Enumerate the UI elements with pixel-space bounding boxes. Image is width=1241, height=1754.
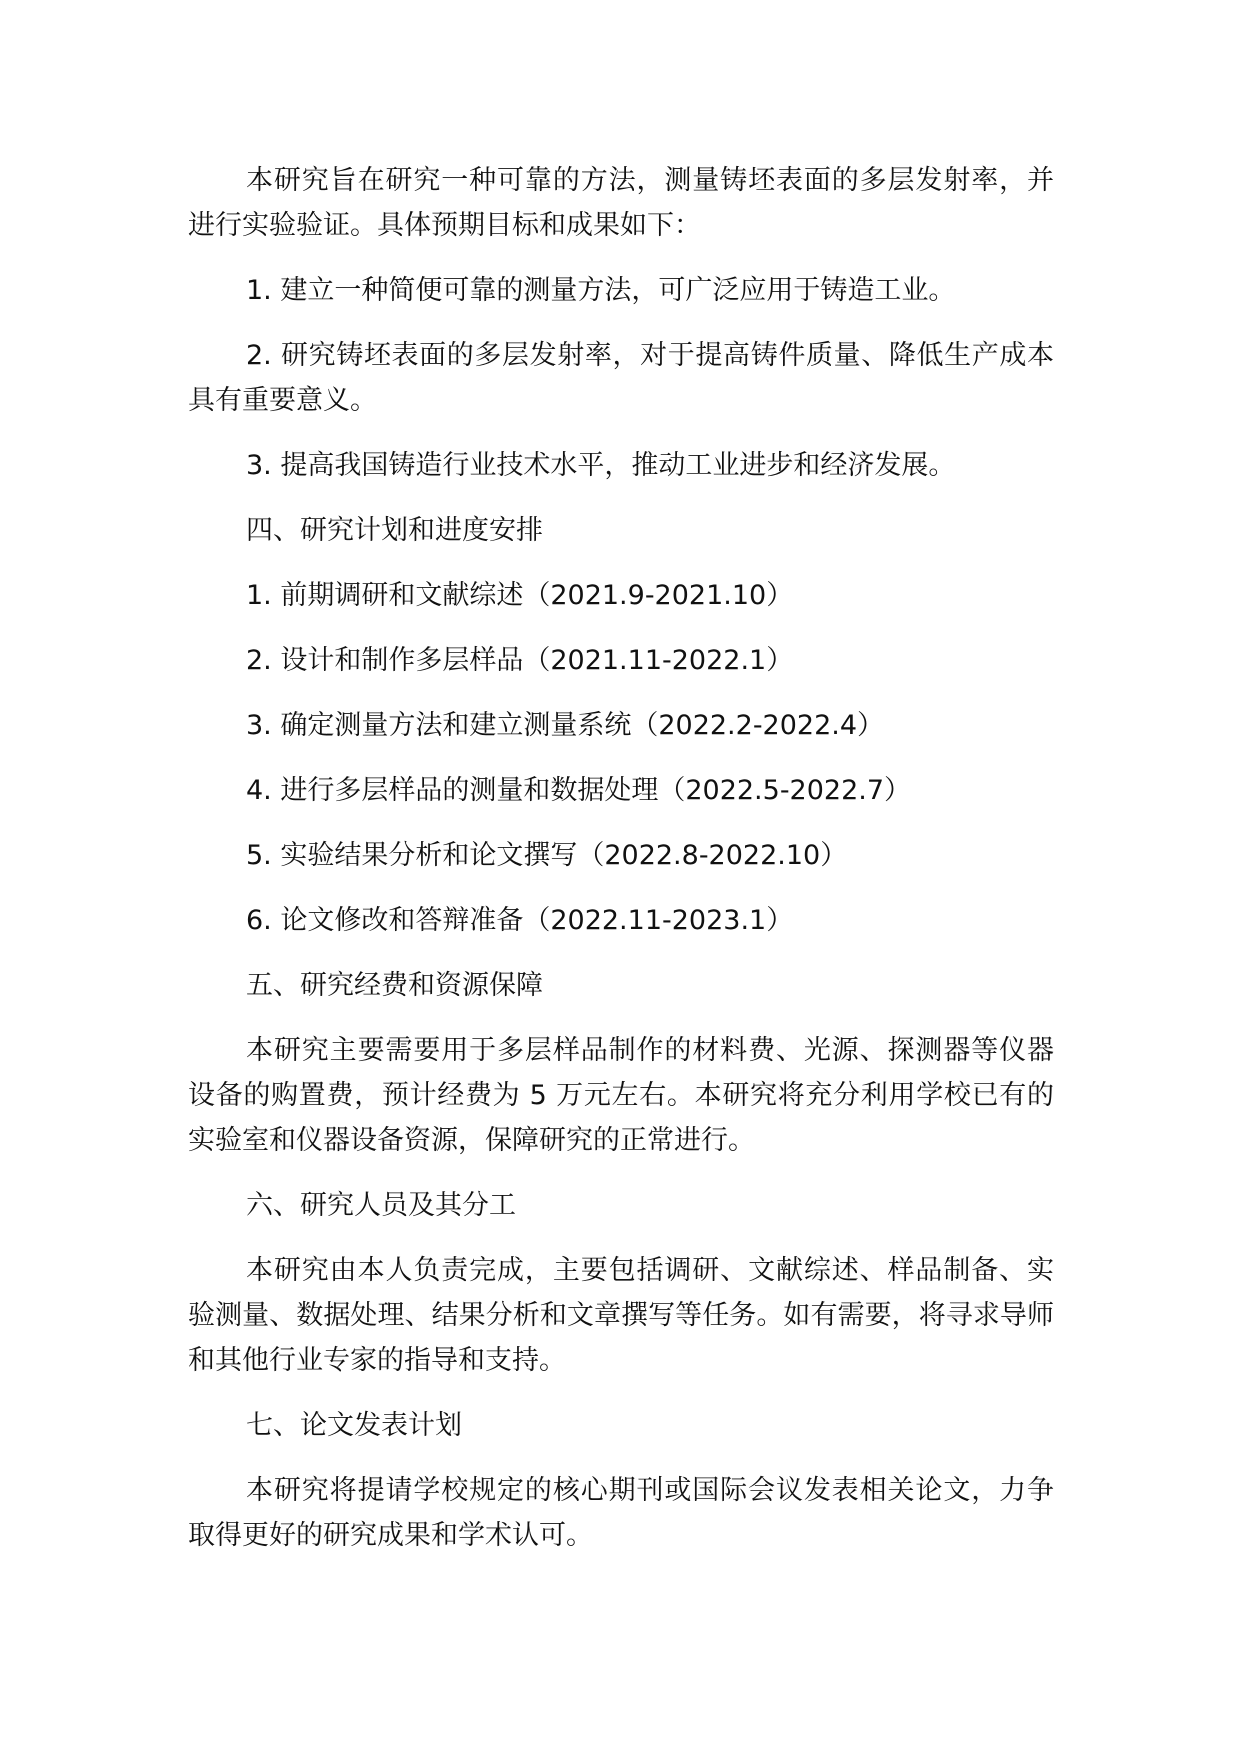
list-item-objective-1: 1. 建立一种简便可靠的测量方法，可广泛应用于铸造工业。 — [246, 275, 956, 306]
list-item-objective-2: 2. 研究铸坯表面的多层发射率，对于提高铸件质量、降低生产成本具有重要意义。 — [188, 340, 1054, 416]
list-item-schedule-3: 3. 确定测量方法和建立测量系统（2022.2-2022.4） — [246, 710, 885, 741]
list-item-objective-3: 3. 提高我国铸造行业技术水平，推动工业进步和经济发展。 — [246, 450, 956, 481]
section-heading-personnel: 六、研究人员及其分工 — [246, 1190, 516, 1221]
paragraph-personnel: 本研究由本人负责完成，主要包括调研、文献综述、样品制备、实验测量、数据处理、结果分析和文章撰写等任务。如有需要，将寻求导师和其他行业专家的指导和支持。 — [188, 1255, 1054, 1376]
paragraph-publication: 本研究将提请学校规定的核心期刊或国际会议发表相关论文，力争取得更好的研究成果和学术认可。 — [188, 1475, 1054, 1551]
section-heading-funding: 五、研究经费和资源保障 — [246, 970, 543, 1001]
list-item-schedule-1: 1. 前期调研和文献综述（2021.9-2021.10） — [246, 580, 794, 611]
section-heading-publication: 七、论文发表计划 — [246, 1410, 462, 1441]
list-item-schedule-2: 2. 设计和制作多层样品（2021.11-2022.1） — [246, 645, 794, 676]
list-item-schedule-4: 4. 进行多层样品的测量和数据处理（2022.5-2022.7） — [246, 775, 912, 806]
list-item-schedule-5: 5. 实验结果分析和论文撰写（2022.8-2022.10） — [246, 840, 848, 871]
document-page — [188, 158, 1054, 1578]
paragraph-funding: 本研究主要需要用于多层样品制作的材料费、光源、探测器等仪器设备的购置费，预计经费为 5 万元左右。本研究将充分利用学校已有的实验室和仪器设备资源，保障研究的正常进行。 — [188, 1035, 1054, 1156]
paragraph-objectives-intro: 本研究旨在研究一种可靠的方法，测量铸坯表面的多层发射率，并进行实验验证。具体预期目标和成果如下： — [188, 165, 1054, 241]
list-item-schedule-6: 6. 论文修改和答辩准备（2022.11-2023.1） — [246, 905, 794, 936]
section-heading-schedule: 四、研究计划和进度安排 — [246, 515, 543, 546]
